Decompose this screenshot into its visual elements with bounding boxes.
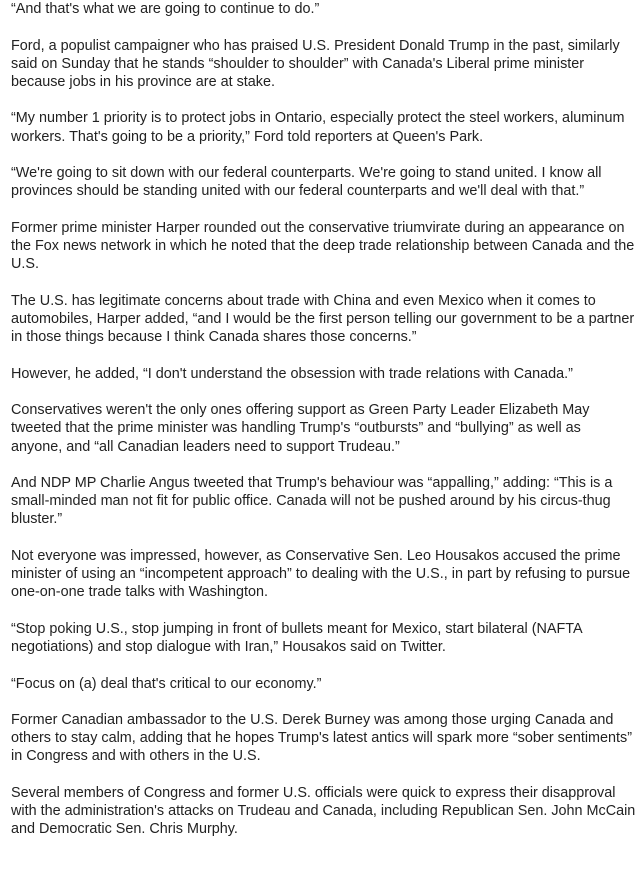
paragraph-5: Former prime minister Harper rounded out the conservative triumvirate during an appearance on the Fox news network in which he noted that the deep trade relationship between Canada and the U.S. [11,219,635,273]
paragraph-1: “And that's what we are going to continue to do.” [11,1,320,17]
paragraph-9: And NDP MP Charlie Angus tweeted that Trump's behaviour was “appalling,” adding: “This is a small-minded man not fit for public office. Canada will not be pushed around by his circus-thug bluster.” [11,475,613,528]
paragraph-7: However, he added, “I don't understand the obsession with trade relations with Canada.” [11,365,573,382]
paragraph-6: The U.S. has legitimate concerns about trade with China and even Mexico when it comes to automobiles, Harper added, “and I would be the first person telling our government to be a partner in those things because I think Canada shares those concerns.” [11,292,635,346]
paragraph-10: Not everyone was impressed, however, as Conservative Sen. Leo Housakos accused the prime minister of using an “incompetent approach” to dealing with the U.S., in part by refusing to pursue one-on-one trade talks with Washington. [11,547,631,601]
article-body [11,0,636,857]
paragraph-8: Conservatives weren't the only ones offering support as Green Party Leader Elizabeth May tweeted that the prime minister was handling Trump's “outbursts” and “bullying” as well as anyone, and “all Canadian leaders need to support Trudeau.” [11,402,590,455]
paragraph-4: “We're going to sit down with our federal counterparts. We're going to stand united. I know all provinces should be standing united with our federal counterparts and we'll deal with that.” [11,165,602,200]
paragraph-12: “Focus on (a) deal that's critical to our economy.” [11,675,322,692]
paragraph-2: Ford, a populist campaigner who has praised U.S. President Donald Trump in the past, similarly said on Sunday that he stands “shoulder to shoulder” with Canada's Liberal prime minister because jobs in his province are at stake. [11,37,620,90]
paragraph-14: Several members of Congress and former U.S. officials were quick to express their disapproval with the administration's attacks on Trudeau and Canada, including Republican Sen. John McCain and Democratic Sen. Chris Murphy. [11,784,636,838]
paragraph-11: “Stop poking U.S., stop jumping in front of bullets meant for Mexico, start bilateral (NAFTA negotiations) and stop dialogue with Iran,” Housakos said on Twitter. [11,620,582,656]
paragraph-13: Former Canadian ambassador to the U.S. Derek Burney was among those urging Canada and others to stay calm, adding that he hopes Trump's latest antics will spark more “sober sentiments” in Congress and with others in the U.S. [11,712,633,765]
paragraph-3: “My number 1 priority is to protect jobs in Ontario, especially protect the steel workers, aluminum workers. That's going to be a priority,” Ford told reporters at Queen's Park. [11,110,625,145]
